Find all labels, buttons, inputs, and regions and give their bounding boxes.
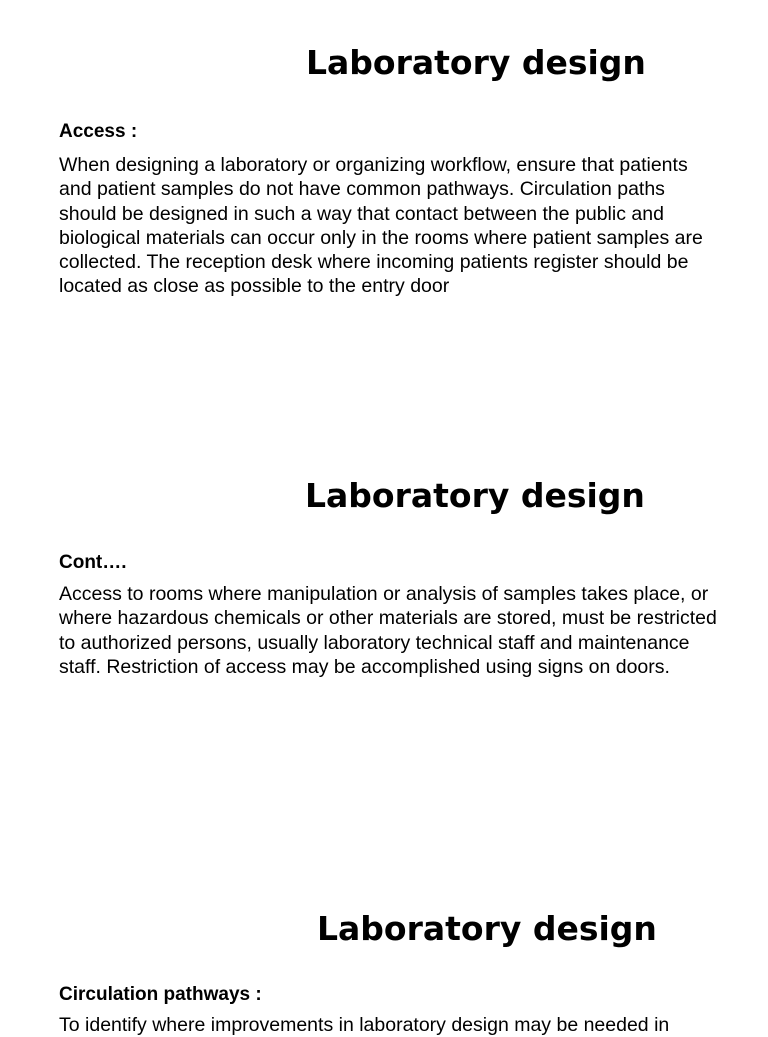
section-body: Access to rooms where manipulation or analysis of samples takes place, or where hazardous chemicals or other materials are stored, must be restricted to authorized persons, usually laboratory technical staff and maintenance staff. Restriction of access may be accomplished using signs on doors. xyxy=(59,583,717,678)
slide-title: Laboratory design xyxy=(305,476,645,515)
section-body: When designing a laboratory or organizing workflow, ensure that patients and patient samples do not have common pathways. Circulation paths should be designed in such a way that contact between the public and biological materials can occur only in the rooms where patient samples are collected. The reception desk where incoming patients register should be located as close as possible to the entry door xyxy=(59,154,703,298)
slide-title: Laboratory design xyxy=(317,909,657,948)
slide-title: Laboratory design xyxy=(306,43,646,82)
section-heading: Cont…. xyxy=(59,552,127,573)
section-heading: Circulation pathways : xyxy=(59,984,262,1005)
section-heading: Access : xyxy=(59,121,138,142)
section-body: To identify where improvements in laboratory design may be needed in xyxy=(59,1014,670,1036)
